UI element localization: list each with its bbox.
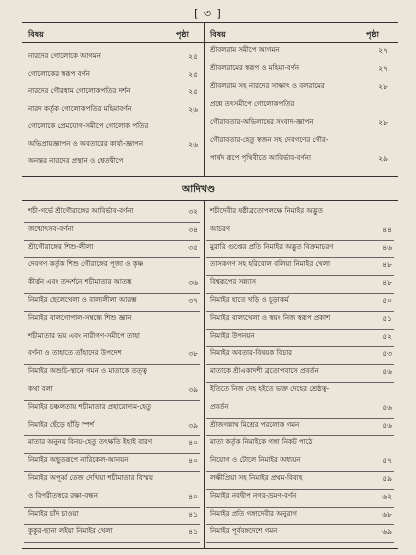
toc-entry-text: দেবগণ কর্তৃক শিশু গৌরাঙ্গের পূজা ও কৃষ্ণ [28, 260, 144, 269]
toc-entry-rule [24, 257, 200, 258]
toc-entry-rule [206, 364, 394, 365]
toc-entry-text: শ্রীবলরাম সমীপে আগমন [210, 46, 280, 54]
top-left-subject-header: বিষয় [28, 30, 44, 39]
toc-entry-rule [206, 382, 394, 383]
toc-entry-text: নিমাইর চাঁদ চাওয়া [28, 509, 79, 518]
toc-entry-page: ২৭ [378, 46, 388, 55]
toc-entry-rule [206, 275, 394, 276]
toc-entry-page: ২৬ [188, 104, 198, 114]
toc-entry-rule [24, 524, 200, 525]
toc-entry-page: ২৯ [378, 154, 388, 163]
toc-entry-text: শ্রীগৌরাঙ্গের শিশু-লীলা [28, 242, 94, 251]
toc-entry-text: নারদের গোলোকে আগমন [28, 52, 101, 60]
toc-entry-text: গোলোকের স্বরূপ বর্ণন [28, 69, 90, 78]
toc-entry-text: নিমাইর নবদ্বীপ নগর-ভ্রমণ-বর্ণন [210, 491, 297, 500]
toc-entry-text: নিমাইর অশুচি-স্থানে গমন ও মাতাকে তত্ত্ব [28, 367, 147, 376]
toc-entry-text: নিমাইর বালগোপাল-সম্বন্ধে শিশু জ্ঞান [28, 313, 132, 322]
toc-entry-text: অভিপ্রায়জ্ঞাপন ও অবতারের কার্য্য-জ্ঞাপন [28, 139, 144, 148]
toc-entry-text: নিমাইর উপনয়ন [210, 331, 255, 340]
toc-entry-text: নিমাইর অবতার-বিষয়ক বিচার [210, 349, 292, 358]
toc-entry-rule [24, 311, 200, 312]
toc-entry-text: নিমাইর হাতে খড়ি ও চূড়াকর্ম [210, 296, 289, 304]
toc-entry-rule [206, 418, 394, 419]
toc-entry-rule [24, 222, 200, 223]
toc-entry-page: ২৫ [188, 52, 198, 61]
toc-entry-rule [206, 257, 394, 258]
toc-entry-text: তাসকগণ সহ হরিবোল বলিয়া নিমাইর খেলা [210, 260, 331, 269]
toc-entry-page: ৫৯ [382, 474, 392, 483]
toc-entry-rule [206, 471, 394, 472]
top-left-page-header: পৃষ্ঠা [176, 30, 189, 39]
toc-entry-text: ইতিতে নিজ দেহ হইতে ভক্ত দেহের শ্রেষ্ঠত্ব- [210, 385, 330, 393]
toc-entry-text: পার্ষদ রূপে পৃথিবীতে আবির্ভাব-বর্ণনা [210, 154, 311, 162]
toc-entry-text: নিমাইর অছুতরূপে নারিকেল-আনয়ন [28, 456, 129, 465]
toc-entry-page: ৫০ [382, 296, 392, 305]
top-right-subject-header: বিষয় [210, 30, 226, 39]
toc-entry-rule [206, 240, 394, 241]
toc-entry-page: ৩৪ [188, 224, 198, 234]
toc-entry-rule [206, 435, 394, 436]
toc-entry-rule [24, 400, 200, 401]
toc-entry-rule [206, 507, 394, 508]
toc-entry-rule [24, 293, 200, 294]
bottom-table-divider [204, 200, 205, 548]
toc-entry-page: ৬৯ [382, 527, 392, 537]
toc-entry-text: মুরারি গুপ্তের প্রতি নিমাইর অদ্ভুত বিক্রমাচরণ [210, 242, 334, 251]
toc-entry-text: বিশ্বরূপের সন্ন্যাস [210, 278, 256, 287]
toc-entry-page: ৫৬ [382, 402, 392, 412]
toc-entry-page: ৪০ [188, 438, 198, 448]
bottom-table-top-border [22, 200, 398, 201]
toc-entry-text: আচরণ [210, 224, 231, 233]
toc-entry-rule [24, 507, 200, 508]
toc-entry-text: শচীমাতার ভয় এবং নারীগণ-সমীপে তাহা [28, 331, 140, 340]
toc-entry-rule [206, 311, 394, 312]
bottom-table-bottom-border [22, 548, 398, 549]
toc-entry-text: শচী-গর্ভে শ্রীগৌরাঙ্গের আবির্ভাব-বর্ণনা [28, 207, 134, 215]
toc-entry-text: শ্রীবলরাম সহ নারদের সাক্ষাৎ ও বলরামের [210, 82, 325, 90]
toc-entry-page: ৩৯ [188, 420, 198, 430]
toc-entry-rule [206, 524, 394, 525]
top-table-header-border [22, 42, 398, 43]
toc-entry-page: ৪০ [188, 456, 198, 466]
toc-entry-text: নিমাইর অপূর্ব্ব তেজ দেখিয়া শচীমাতার বিস্ময় [28, 474, 154, 482]
toc-entry-text: শ্রীজগন্নাথ মিশ্রের পরলোক গমন [210, 420, 300, 429]
toc-entry-page: ৩৯ [188, 385, 198, 394]
toc-entry-rule [24, 542, 200, 543]
toc-entry-text: শচীদেবীর ষষ্ঠীব্রতোপলক্ষে নিমাইর অদ্ভুত [210, 207, 323, 215]
toc-entry-page: ৪১ [188, 509, 198, 519]
top-table-divider [204, 22, 205, 176]
toc-entry-text: নারদ কর্তৃক গোলোকপতির মহিমাবর্ণন [28, 104, 132, 113]
toc-entry-page: ৩৮ [188, 349, 198, 359]
toc-entry-text: গৌরাবতার-হেতু স্বজন সহ দেবগণের গৌর- [210, 136, 329, 144]
toc-entry-page: ২৫ [188, 87, 198, 96]
toc-entry-page: ২৬ [188, 139, 198, 149]
toc-entry-text: নিমাইর প্রতি গঙ্গাদেবীর অনুরাগ [210, 509, 297, 518]
toc-entry-page: ২৭ [378, 64, 388, 73]
toc-entry-text: গৌরাবতার-অভিলাষের সংবাদ-জ্ঞাপন [210, 118, 314, 126]
toc-entry-page: ৩৬ [188, 278, 198, 288]
toc-entry-page: ৪০ [188, 491, 198, 501]
top-table-bottom-border [22, 176, 398, 177]
toc-entry-rule [24, 471, 200, 472]
toc-entry-text: নিমাইর ছেঁড়ে হাঁড়ি স্পর্শ [28, 420, 95, 429]
toc-entry-page: ২৮ [378, 82, 388, 91]
toc-entry-page: ৩২ [188, 207, 198, 216]
toc-entry-rule [24, 240, 200, 241]
toc-entry-rule [24, 364, 200, 365]
top-table-top-border [22, 22, 398, 23]
toc-entry-text: কথা বলা [28, 385, 53, 393]
toc-entry-page: ৩৫ [188, 242, 198, 252]
toc-entry-text: নিমাইর বাল্যখেলা ও স্বয়ং নিজ স্বরূপ প্রকাশ [210, 313, 331, 322]
toc-entry-page: ৬২ [382, 491, 392, 501]
toc-entry-page: ৫৬ [382, 367, 392, 377]
toc-entry-page: ৫৩ [382, 349, 392, 359]
top-right-page-header: পৃষ্ঠা [366, 30, 379, 39]
toc-entry-text: নিমাইর পূর্ববঙ্গদেশে গমন [210, 527, 278, 536]
toc-entry-rule [206, 489, 394, 490]
toc-entry-page: ২৫ [188, 69, 198, 79]
toc-entry-page: ৫৭ [382, 456, 392, 466]
toc-entry-text: অনন্তর নারদের প্রস্থান ও শ্বেতদ্বীপে [28, 157, 124, 165]
toc-entry-text: গোলোকে প্রেমযোগ-সমীপে গোলোক পতির [28, 122, 149, 130]
toc-entry-text: নিয়োগ ও টোলে নিমাইর অধ্যয়ন [210, 456, 301, 465]
toc-entry-text: প্রবর্তন [210, 402, 229, 411]
toc-entry-page: ৪৪ [382, 224, 392, 234]
toc-entry-text: শ্রীবলরামের স্বরূপ ও মহিমা-বর্ণন [210, 64, 300, 72]
toc-entry-text: নারদের গৌরধাম গোলোকপতির দর্শন [28, 87, 131, 95]
toc-entry-page: ৩৭ [188, 296, 198, 305]
toc-entry-text: মাতার অনুনয় বিনয়-হেতু তৎক্ষতি ইহাই বারণ [28, 438, 153, 447]
toc-entry-text: মাতা কর্তৃক নিমাইকে গঙ্গা নিকট পাঠে [210, 438, 313, 447]
toc-entry-text: ও বিপরীতস্বরে রক্ষা-বন্ধন [28, 491, 98, 500]
toc-entry-rule [24, 453, 200, 454]
toc-entry-page: ৪৮ [382, 278, 392, 288]
toc-entry-rule [24, 435, 200, 436]
page-number: [ ৩ ] [194, 7, 222, 20]
toc-entry-text: বর্ণনা ও তাহাতে তাঁহাদের উপদেশ [28, 349, 122, 358]
toc-entry-page: ৫৬ [382, 420, 392, 430]
toc-entry-page: ৪১ [188, 527, 198, 537]
section-title: আদিখণ্ড [182, 184, 216, 195]
toc-entry-page: ৫২ [382, 331, 392, 341]
toc-entry-text: নিমাইর চঞ্চলতায় শচীমাতার প্রহারোদ্যম-হেতু [28, 402, 152, 411]
toc-entry-text: নিমাইর ছেলেখেলা ও বাল্যলীলা আরম্ভ [28, 296, 137, 304]
toc-entry-page: ৪৮ [382, 260, 392, 270]
toc-entry-rule [206, 293, 394, 294]
toc-entry-rule [206, 329, 394, 330]
toc-entry-page: ৫১ [382, 313, 392, 323]
toc-entry-page: ৬৮ [382, 509, 392, 519]
toc-entry-text: কুকুর-ছানা লইয়া নিমাইর খেলা [28, 527, 113, 536]
toc-entry-rule [206, 346, 394, 347]
toc-entry-text: মাতাকে শ্রীএকাদশী ব্রতোপবাসে প্রবর্তন [210, 367, 319, 376]
toc-entry-rule [206, 542, 394, 543]
toc-entry-page: ৪৬ [382, 242, 392, 252]
toc-entry-text: কীর্ত্তন এবং তদ্দর্শনে শচীমাতার আতঙ্ক [28, 278, 132, 287]
toc-entry-text: প্রশ্নে তৎসমীপে গোলোকপতির [210, 100, 295, 108]
toc-entry-page: ২৮ [378, 118, 388, 127]
toc-entry-text: জন্মোৎসব-বর্ণনা [28, 224, 74, 233]
toc-entry-text: লক্ষীপ্রিয়া সহ নিমাইর প্রথম-বিবাহ [210, 474, 303, 482]
